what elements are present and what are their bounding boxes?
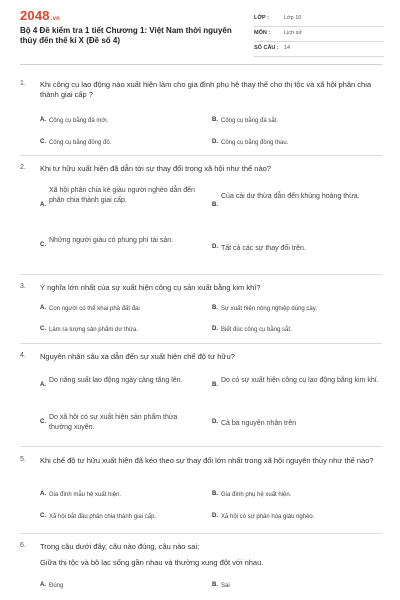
question-text: Khi công cụ lao động nào xuất hiện làm cho gia đình phụ hệ thay thế cho thị tộc và xã hội phân chia thành giai cấp ? <box>40 80 372 99</box>
question-text: Trong câu dưới đây, câu nào đúng, câu nào sai: <box>40 542 200 551</box>
question-separator <box>20 533 382 534</box>
question-text: Nguyên nhân sâu xa dẫn đến sự xuất hiện chế độ tư hữu? <box>40 352 235 361</box>
question-separator <box>20 446 382 447</box>
question-separator <box>20 343 382 344</box>
question-text: Ý nghĩa lớn nhất của sự xuất hiện công cụ sản xuất bằng kim khí? <box>40 283 261 292</box>
document-header <box>0 0 400 62</box>
question-text: Khi chế độ tư hữu xuất hiện đã kéo theo sự thay đổi lớn nhất trong xã hội nguyên thủy như thế nào? <box>40 456 374 465</box>
document-title: Bộ 4 Đề kiểm tra 1 tiết Chương 1: Việt Nam thời nguyên thủy đến thế kỉ X (Đề số 4) <box>20 26 232 45</box>
document-meta <box>254 12 384 57</box>
question-separator <box>20 274 382 275</box>
meta-question-count: SỐ CÂU : 14 <box>254 42 384 57</box>
site-logo[interactable]: 2048.vn <box>20 8 61 23</box>
meta-subject: MÔN : Lịch sử <box>254 27 384 42</box>
question-statement: Giữa thị tộc và bộ lạc sống gần nhau và thường xung đột với nhau. <box>40 558 264 567</box>
question-separator <box>20 155 382 156</box>
question-text: Khi tư hữu xuất hiện đã dẫn tới sự thay đổi trong xã hội như thế nào? <box>40 164 271 173</box>
meta-class: LỚP : Lớp 10 <box>254 12 384 27</box>
header-divider <box>20 64 382 65</box>
